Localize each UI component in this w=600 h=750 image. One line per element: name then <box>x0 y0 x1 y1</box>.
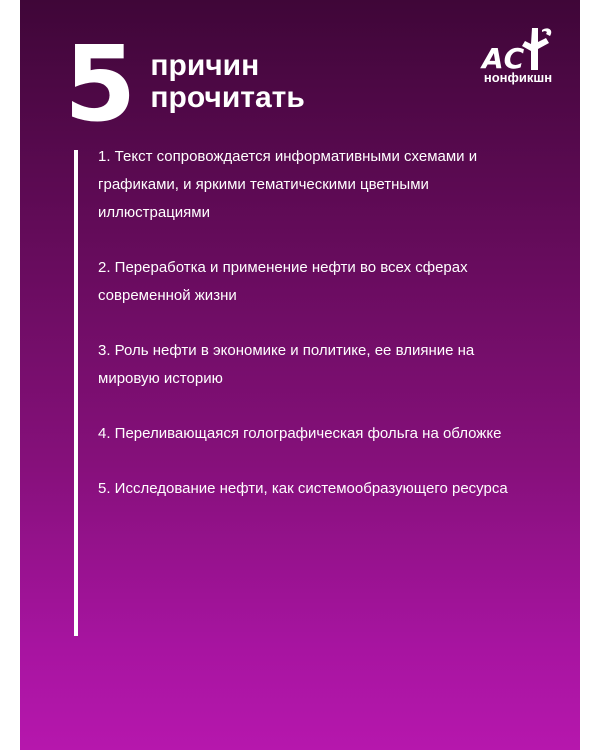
headline-line-2: прочитать <box>150 81 305 114</box>
publisher-logo <box>476 24 560 94</box>
reason-item-5: 5. Исследование нефти, как системообразующего ресурса <box>98 480 508 497</box>
logo-subtitle: нонфикшн <box>483 70 553 85</box>
reason-item-1: 1. Текст сопровождается информативными схемами и графиками, и яркими тематическими цветными иллюстрациями <box>98 148 478 221</box>
promo-card <box>20 0 580 750</box>
reason-item-4: 4. Переливающаяся голографическая фольга на обложке <box>98 425 502 442</box>
headline-line-1: причин <box>150 49 260 82</box>
headline-number: 5 <box>64 23 135 145</box>
reason-item-3: 3. Роль нефти в экономике и политике, ее влияние на мировую историю <box>98 342 475 387</box>
reasons-list <box>98 143 538 530</box>
headline <box>64 23 305 145</box>
headline-title <box>150 50 304 114</box>
vertical-divider <box>74 150 78 636</box>
logo-mark: АС <box>482 42 525 74</box>
cactus-person-icon <box>476 24 560 74</box>
reason-item-2: 2. Переработка и применение нефти во всех сферах современной жизни <box>98 259 468 304</box>
